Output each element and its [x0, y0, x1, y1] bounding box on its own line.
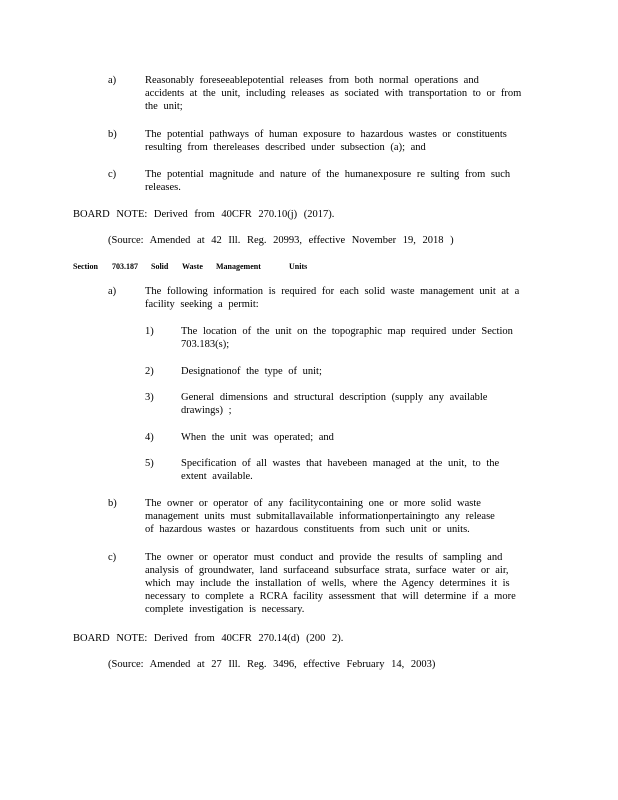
text-line: the unit; [145, 101, 183, 112]
item-label: a) [108, 286, 117, 297]
board-note: BOARD NOTE: Derived from 40CFR 270.14(d) (200 2). [73, 633, 344, 644]
subitem-text [181, 457, 499, 483]
text-line: releases. [145, 182, 181, 193]
subitem-text [181, 325, 513, 351]
text-line: facility seeking a permit: [145, 299, 259, 310]
section-title-word: Waste [182, 262, 203, 271]
section-label: Section [73, 262, 98, 271]
text-line: The potential magnitude and nature of the humanexposure re sulting from such [145, 169, 511, 180]
subitem-text [181, 365, 322, 378]
text-line: The location of the unit on the topographic map required under Section [181, 326, 513, 337]
text-line: When the unit was operated; and [181, 432, 334, 443]
subitem-text [181, 431, 334, 444]
section-title-word: Units [289, 262, 308, 271]
text-line: complete investigation is necessary. [145, 604, 305, 615]
text-line: 703.183(s); [181, 339, 230, 350]
item-text [145, 168, 510, 194]
text-line: The owner or operator of any facilitycontaining one or more solid waste [145, 498, 481, 509]
item-label: a) [108, 75, 117, 86]
text-line: Specification of all wastes that havebeen managed at the unit, to the [181, 458, 500, 469]
source-note: (Source: Amended at 42 Ill. Reg. 20993, effective November 19, 2018 ) [108, 235, 454, 246]
item-text [145, 74, 521, 113]
text-line: of hazardous wastes or hazardous constituents from such unit or units. [145, 524, 470, 535]
subitem-label: 3) [145, 392, 154, 403]
item-label: b) [108, 498, 117, 509]
board-note: BOARD NOTE: Derived from 40CFR 270.10(j) (2017). [73, 209, 335, 220]
section-number: 703.187 [112, 262, 138, 271]
section-title-word: Solid [151, 262, 169, 271]
subitem-label: 1) [145, 326, 154, 337]
text-line: accidents at the unit, including releases as sociated with transportation to or from [145, 88, 522, 99]
section-title-word: Management [216, 262, 261, 271]
item-text [145, 551, 516, 616]
text-line: necessary to complete a RCRA facility assessment that will determine if a more [145, 591, 516, 602]
text-line: which may include the installation of wells, where the Agency determines it is [145, 578, 510, 589]
item-label: b) [108, 129, 117, 140]
text-line: Designationof the type of unit; [181, 366, 322, 377]
item-label: c) [108, 169, 117, 180]
text-line: General dimensions and structural description (supply any available [181, 392, 488, 403]
item-text [145, 128, 507, 154]
subitem-label: 2) [145, 366, 154, 377]
item-label: c) [108, 552, 117, 563]
text-line: Reasonably foreseeablepotential releases from both normal operations and [145, 75, 479, 86]
subitem-text [181, 391, 487, 417]
text-line: analysis of groundwater, land surfaceand subsurface strata, surface water or air, [145, 565, 509, 576]
text-line: extent available. [181, 471, 253, 482]
item-text [145, 285, 519, 311]
subitem-label: 4) [145, 432, 154, 443]
text-line: management units must submitallavailable informationpertainingto any release [145, 511, 495, 522]
text-line: The following information is required for each solid waste management unit at a [145, 286, 520, 297]
text-line: resulting from thereleases described under subsection (a); and [145, 142, 426, 153]
text-line: The potential pathways of human exposure to hazardous wastes or constituents [145, 129, 507, 140]
subitem-label: 5) [145, 458, 154, 469]
source-note: (Source: Amended at 27 Ill. Reg. 3496, effective February 14, 2003) [108, 659, 436, 670]
item-text [145, 497, 495, 536]
text-line: drawings) ; [181, 405, 232, 416]
text-line: The owner or operator must conduct and provide the results of sampling and [145, 552, 503, 563]
